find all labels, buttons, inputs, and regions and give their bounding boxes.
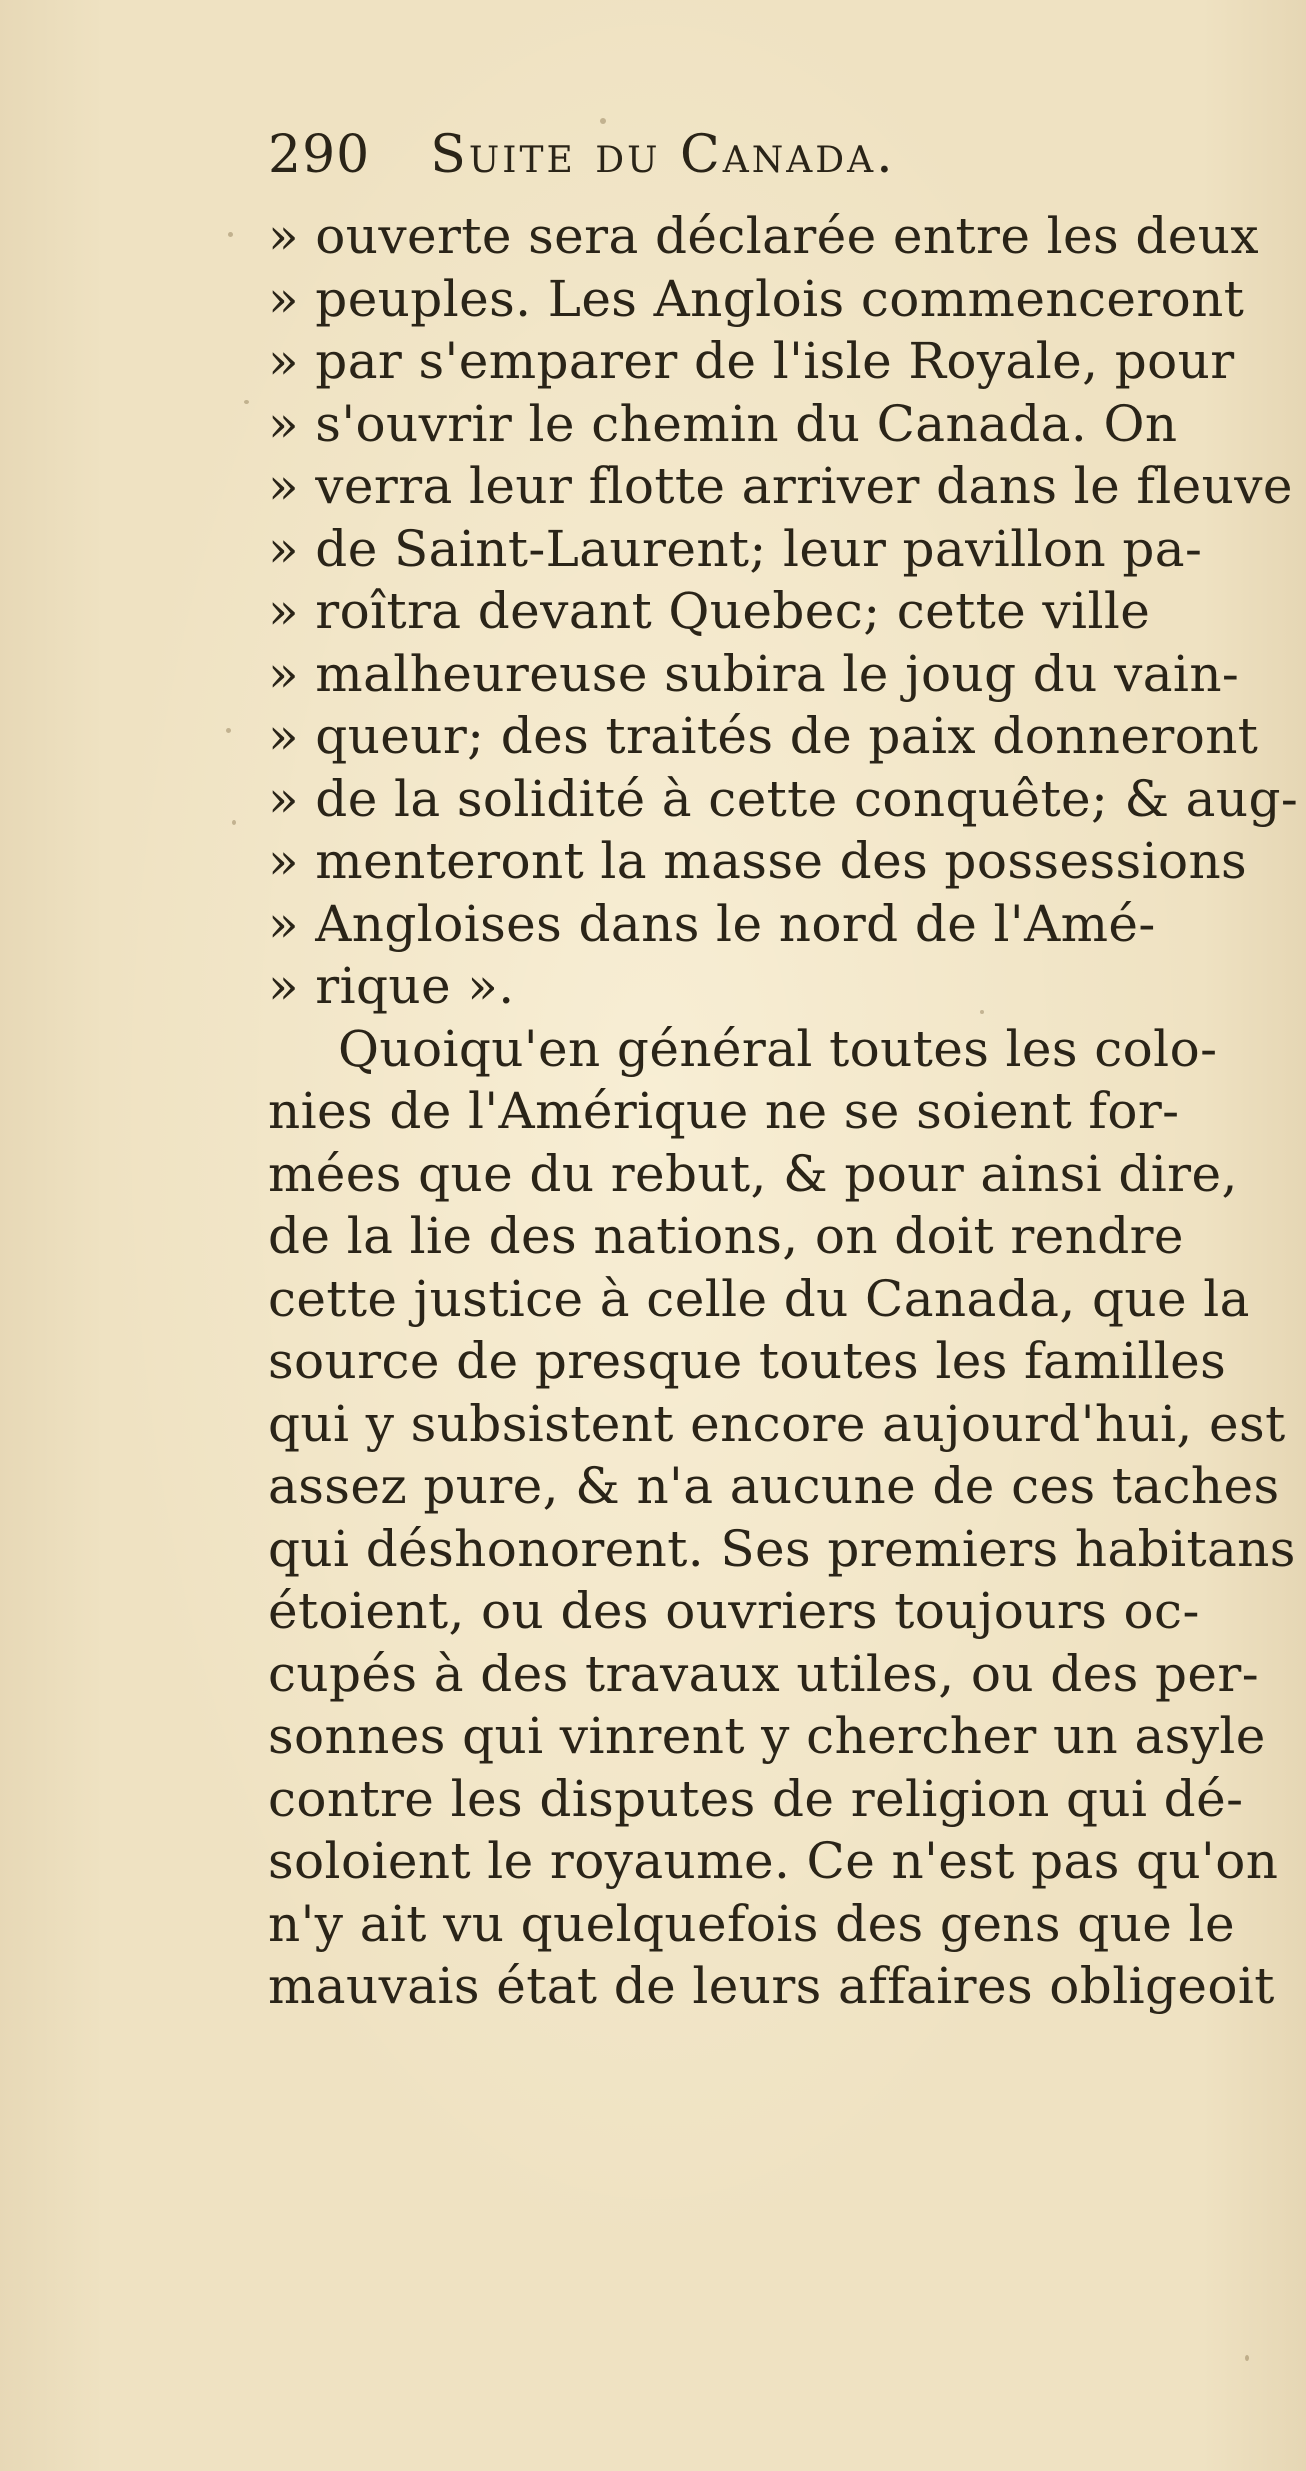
paper-speck (232, 820, 236, 825)
text-line: contre les disputes de religion qui dé- (268, 1769, 1244, 1828)
text-line: » de Saint-Laurent; leur pavillon pa- (268, 519, 1203, 578)
body-text (268, 205, 1306, 2018)
paragraph-first-line: Quoiqu'en général toutes les colo- (338, 1019, 1218, 1078)
text-line: source de presque toutes les familles (268, 1332, 1227, 1390)
text-line: assez pure, & n'a aucune de ces taches (268, 1457, 1280, 1515)
text-line: de la lie des nations, on doit rendre (268, 1207, 1184, 1265)
paper-speck (228, 232, 233, 237)
text-line: » Angloises dans le nord de l'Amé- (268, 894, 1156, 953)
paper-speck (226, 728, 231, 733)
paper-speck (244, 400, 249, 404)
text-line: n'y ait vu quelquefois des gens que le (268, 1894, 1235, 1953)
text-line: » par s'emparer de l'isle Royale, pour (268, 332, 1235, 390)
text-line: cupés à des travaux utiles, ou des per- (268, 1644, 1260, 1703)
running-head: Suite du Canada. (430, 125, 896, 185)
text-line: » roîtra devant Quebec; cette ville (268, 582, 1151, 640)
text-line: » ouverte sera déclarée entre les deux (268, 207, 1259, 265)
text-line: » queur; des traités de paix donneront (268, 707, 1259, 765)
paper-speck (600, 118, 606, 124)
text-line: » de la solidité à cette conquête; & aug- (268, 769, 1299, 828)
text-line: » verra leur flotte arriver dans le fleuve (268, 457, 1293, 515)
text-line: » s'ouvrir le chemin du Canada. On (268, 394, 1178, 453)
text-line: » menteront la masse des possessions (268, 832, 1248, 890)
text-line: » peuples. Les Anglois commenceront (268, 269, 1245, 328)
text-line: qui déshonorent. Ses premiers habitans (268, 1519, 1296, 1578)
page-number: 290 (268, 125, 371, 185)
text-line: cette justice à celle du Canada, que la (268, 1269, 1250, 1328)
text-line: mauvais état de leurs affaires obligeoit (268, 1957, 1275, 2015)
text-line: mées que du rebut, & pour ainsi dire, (268, 1144, 1238, 1203)
page-header (268, 125, 896, 195)
text-line: » malheureuse subira le joug du vain- (268, 644, 1240, 703)
text-line: qui y subsistent encore aujourd'hui, est (268, 1394, 1286, 1453)
text-line: étoient, ou des ouvriers toujours oc- (268, 1582, 1200, 1640)
text-line: nies de l'Amérique ne se soient for- (268, 1082, 1180, 1140)
text-line: » rique ». (268, 957, 515, 1015)
paper-speck (1245, 2355, 1249, 2361)
text-line: soloient le royaume. Ce n'est pas qu'on (268, 1832, 1279, 1890)
text-line: sonnes qui vinrent y chercher un asyle (268, 1707, 1266, 1765)
